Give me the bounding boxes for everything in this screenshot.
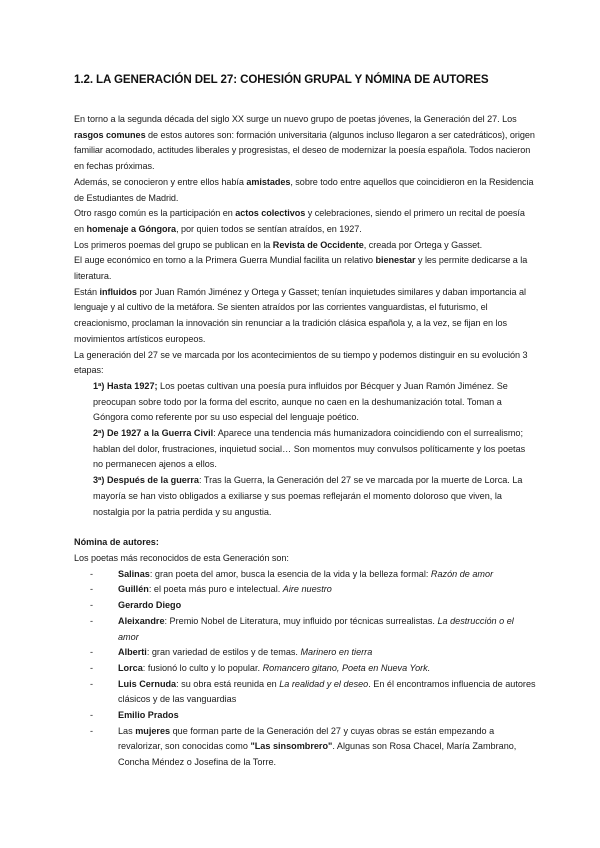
author-item bbox=[90, 661, 536, 677]
list-dash: - bbox=[90, 647, 94, 658]
paragraph-revista bbox=[74, 238, 536, 254]
author-name: Alberti bbox=[118, 647, 147, 658]
bold-text: "Las sinsombrero" bbox=[250, 741, 333, 752]
bold-text: homenaje a Góngora bbox=[86, 223, 177, 234]
text: . Algunas son Rosa Chacel, María Zambrano, Concha Méndez o Josefina de la Torre. bbox=[118, 741, 517, 768]
author-item bbox=[90, 582, 536, 598]
author-item bbox=[90, 708, 536, 724]
bold-text: mujeres bbox=[135, 725, 171, 736]
text: Las bbox=[118, 725, 136, 736]
author-work: La destrucción o el amor bbox=[118, 615, 514, 642]
bold-text: bienestar bbox=[375, 255, 416, 266]
text: , por quien todos se sentían atraídos, en 1927. bbox=[176, 223, 362, 234]
author-name: Gerardo Diego bbox=[118, 600, 182, 611]
page-title: 1.2. LA GENERACIÓN DEL 27: COHESIÓN GRUPAL Y NÓMINA DE AUTORES bbox=[74, 73, 489, 86]
author-work: Marinero en tierra bbox=[300, 647, 373, 658]
author-name: Aleixandre bbox=[118, 615, 165, 626]
author-name: Salinas bbox=[118, 568, 150, 579]
author-text: : fusionó lo culto y lo popular. bbox=[142, 662, 263, 673]
author-name: Luis Cernuda bbox=[118, 678, 177, 689]
stage-label: 1ª) Hasta 1927; bbox=[93, 380, 158, 391]
text: Además, se conocieron y entre ellos había bbox=[74, 176, 247, 187]
author-item bbox=[90, 677, 536, 708]
author-item bbox=[90, 614, 536, 645]
stage-text: : Aparece una tendencia más humanizadora coincidiendo con el surrealismo; hablan del dolor, frustraciones, inquietud social… Son momentos muy convulsos políticamente y los poetas no permanecen ajenos a ellos. bbox=[93, 428, 526, 470]
list-dash: - bbox=[90, 678, 94, 689]
stage-item bbox=[93, 473, 536, 520]
bold-text: amistades bbox=[246, 176, 291, 187]
text: Otro rasgo común es la participación en bbox=[74, 208, 236, 219]
text: La generación del 27 se ve marcada por los acontecimientos de su tiempo y podemos distinguir en su evolución 3 etapas: bbox=[74, 349, 528, 376]
paragraph-rasgos bbox=[74, 112, 536, 175]
stage-text: Los poetas cultivan una poesía pura influidos por Bécquer y Juan Ramón Jiménez. Se preocupan sobre todo por la forma del escrito, aunque no caen en la deshumanización total. Toman a Góngora como referente por su uso especial del lenguaje poético. bbox=[93, 380, 508, 423]
list-dash: - bbox=[90, 600, 94, 611]
text: , creada por Ortega y Gasset. bbox=[363, 239, 483, 250]
stage-item bbox=[93, 379, 536, 426]
author-name: Guillén bbox=[118, 584, 149, 595]
stage-text: : Tras la Guerra, la Generación del 27 se ve marcada por la muerte de Lorca. La mayoría se han visto obligados a exiliarse y sus poemas reflejarán el momento doloroso que viven, la nostalgia por la patria perdida y su angustia. bbox=[93, 475, 523, 517]
text: , sobre todo entre aquellos que coincidieron en la Residencia de Estudiantes de Madrid. bbox=[74, 176, 534, 203]
bold-text: rasgos comunes bbox=[74, 129, 146, 140]
list-dash: - bbox=[90, 662, 94, 673]
author-item bbox=[90, 567, 536, 583]
authors-list bbox=[74, 567, 536, 771]
text: que forman parte de la Generación del 27 y cuyas obras se están empezando a revalorizar, son conocidas como bbox=[118, 725, 495, 752]
list-dash: - bbox=[90, 568, 94, 579]
text: Están bbox=[74, 286, 100, 297]
bold-text: influidos bbox=[99, 286, 137, 297]
author-name: Emilio Prados bbox=[118, 710, 179, 721]
stage-label: 2ª) De 1927 a la Guerra Civil bbox=[93, 428, 214, 439]
stage-label: 3ª) Después de la guerra bbox=[93, 475, 199, 486]
list-dash: - bbox=[90, 584, 94, 595]
author-after: . En él encontramos influencia de autores clásicos y de las vanguardias bbox=[118, 678, 536, 705]
stages-list bbox=[74, 379, 536, 520]
bold-text: actos colectivos bbox=[235, 208, 306, 219]
author-work: Razón de amor bbox=[430, 568, 494, 579]
authors-heading: Nómina de autores: bbox=[74, 537, 159, 548]
text: En torno a la segunda década del siglo XX surge un nuevo grupo de poetas jóvenes, la Generación del 27. Los bbox=[74, 114, 517, 124]
paragraph-influidos bbox=[74, 285, 536, 348]
list-dash: - bbox=[90, 615, 94, 626]
author-text: : su obra está reunida en bbox=[176, 678, 280, 689]
author-text: : gran poeta del amor, busca la esencia de la vida y la belleza formal: bbox=[149, 568, 431, 579]
author-text: : gran variedad de estilos y de temas. bbox=[146, 647, 301, 658]
stage-item bbox=[93, 426, 536, 473]
author-text: : el poeta más puro e intelectual. bbox=[148, 584, 283, 595]
author-item-women bbox=[90, 724, 536, 771]
paragraph-amistades bbox=[74, 175, 536, 206]
author-name: Lorca bbox=[118, 662, 143, 673]
author-work: Aire nuestro bbox=[282, 584, 332, 595]
author-work: La realidad y el deseo bbox=[279, 678, 369, 689]
text: por Juan Ramón Jiménez y Ortega y Gasset; tenían inquietudes similares y daban importancia al lenguaje y al cultivo de la metáfora. Se sienten atraídos por las corrientes vanguardistas, el futurismo, el creacionismo, proclaman la innovación sin renunciar a la tradición clásica española y, a la vez, se fijan en los movimientos artísticos europeos. bbox=[74, 286, 526, 344]
author-item bbox=[90, 598, 536, 614]
text: y celebraciones, siendo el primero un recital de poesía en bbox=[74, 208, 525, 234]
bold-text: Revista de Occidente bbox=[272, 239, 364, 250]
author-item bbox=[90, 645, 536, 661]
text: Los primeros poemas del grupo se publican en la bbox=[74, 239, 273, 250]
list-dash: - bbox=[90, 725, 94, 736]
author-text: : Premio Nobel de Literatura, muy influido por técnicas surrealistas. bbox=[164, 615, 438, 626]
paragraph-actos bbox=[74, 206, 536, 237]
list-dash: - bbox=[90, 710, 94, 721]
text: y les permite dedicarse a la literatura. bbox=[74, 255, 528, 282]
paragraph-etapas bbox=[74, 348, 536, 379]
text: El auge económico en torno a la Primera Guerra Mundial facilita un relativo bbox=[74, 255, 376, 266]
authors-intro: Los poetas más reconocidos de esta Generación son: bbox=[74, 552, 289, 563]
paragraph-bienestar bbox=[74, 253, 536, 284]
text: de estos autores son: formación universitaria (algunos incluso llegaron a ser catedráticos), origen familiar acomodado, actitudes liberales y progresistas, el deseo de modernizar la poesía española. Todos nacieron en fechas próximas. bbox=[74, 129, 535, 172]
author-work: Romancero gitano, Poeta en Nueva York. bbox=[262, 662, 431, 673]
